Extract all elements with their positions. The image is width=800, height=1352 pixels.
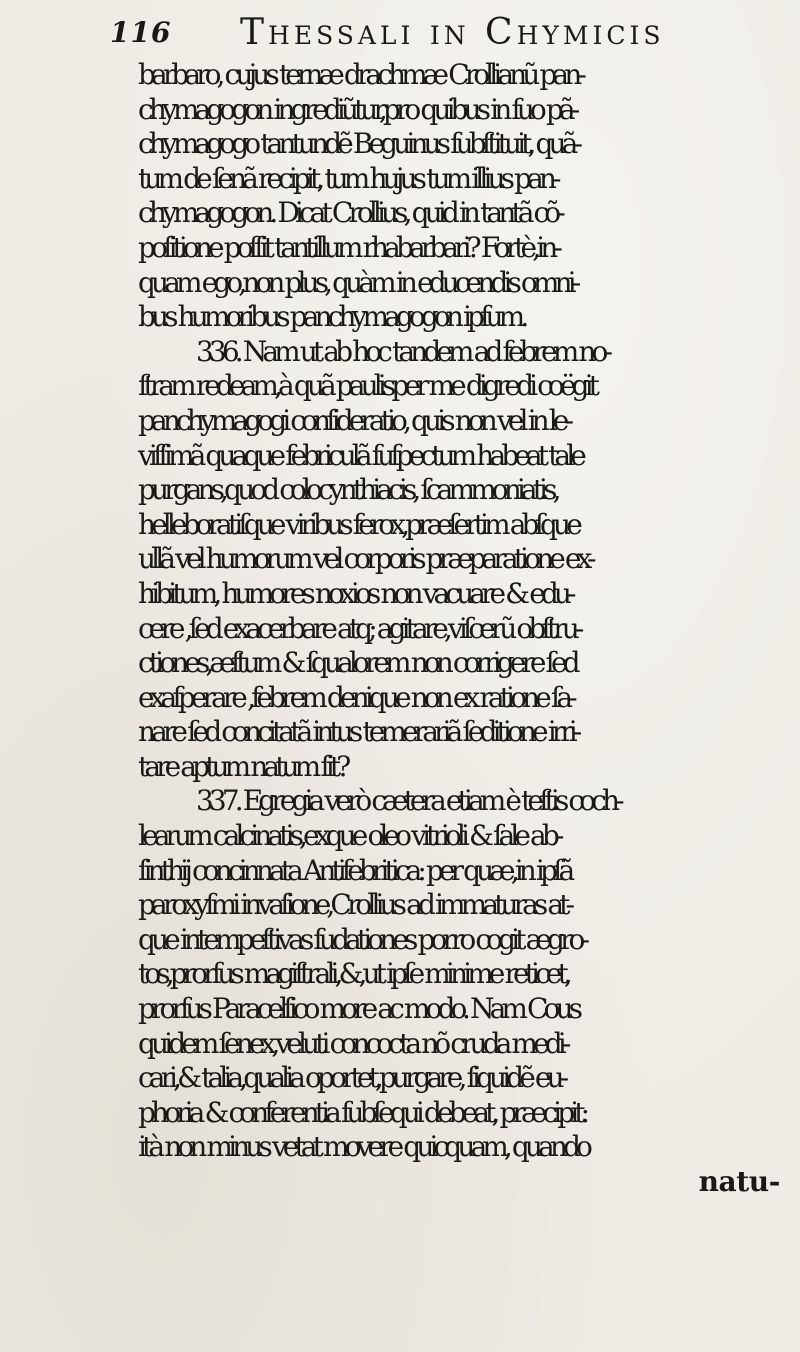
text-line: panchymagogi conſideratio, quis non vel in le- [138,403,570,437]
text-line: ctiones,æſtum & ſqualorem non corrigere ſed [138,646,576,680]
text-line: tos,prorſus magiſtrali,&,ut ipſe minime reticet, [138,957,568,991]
text-line: chymagogon ingrediũtur,pro quibus in ſuo pã- [138,92,576,126]
text-line: bus humoribus panchymagogon ipſum. [138,300,525,334]
text-line: quidem ſenex,veluti concocta nõ cruda medi- [138,1026,567,1060]
text-line: tum de ſenã recipit, tum hujus tum illius pan- [138,161,557,195]
page-number: 116 [110,16,172,49]
text-line: helleboratiſque viribus ferox,præſertim abſque [138,507,578,541]
text-line: paroxyſmi invaſione,Crollius ad immaturas at- [138,888,571,922]
text-line: chymagogon. Dicat Crollius, quid in tantã cõ- [138,196,561,230]
text-line: ſinthij concinnata Antifebritica: per quæ,in ipſã [138,853,571,887]
text-line: exaſperare ,febrem denique non ex ratione ſa- [138,680,573,714]
running-title: Thessali in Chymicis [240,12,665,53]
text-line: que intempeſtivas ſudationes porro cogit ægro- [138,922,586,956]
text-line: purgans,quod colocynthiacis, ſcammoniatis, [138,473,557,507]
page-header [110,10,800,60]
paragraph-start-line: 336. Nam ut ab hoc tandem ad febrem no- [196,334,609,368]
text-line: ullã vel humorum vel corporis præparatione ex- [138,542,592,576]
text-line: barbaro, cujus ternæ drachmæ Crollianũ pan- [138,58,582,91]
text-line: prorſus Paracelſico more ac modo. Nam Cous [138,992,579,1026]
text-line: chymagogo tantundẽ Beguinus ſubſtituit, quã- [138,127,579,161]
text-line: poſitione poſſit tantillum rhabarbari? Fortè,in- [138,230,558,264]
text-line: nare ſed concitatã intus temerariã ſeditione irri- [138,715,578,749]
text-line: tare aptum natum ſit? [138,749,347,783]
catchword: natu- [698,1165,780,1198]
text-line: ità non minus vetat movere quicquam, quando [138,1130,588,1164]
body-text [138,58,800,1200]
paragraph-start-line: 337. Egregia verò cætera etiam è teſtis coch- [196,784,620,818]
text-line: quam ego,non plus, quàm in educendis omni- [138,265,577,299]
text-line: ſtram redeam,à quã paulisper me digredi coëgit [138,369,595,403]
text-line: viſſimã quaque febriculã ſuſpectum habeat tale [138,438,582,472]
text-line: hibitum, humores noxios non vacuare & edu- [138,576,572,610]
text-line: cere ,ſed exacerbare atq; agitare,viſcerũ obſtru- [138,611,580,645]
text-line: learum calcinatis,exque oleo vitrioli & ſale ab- [138,819,560,853]
text-line: phoria & conferentia ſubſequi debeat, præcipit: [138,1095,586,1129]
text-line: cari,& talia,qualia oportet,purgare, ſiquidẽ eu- [138,1061,565,1095]
